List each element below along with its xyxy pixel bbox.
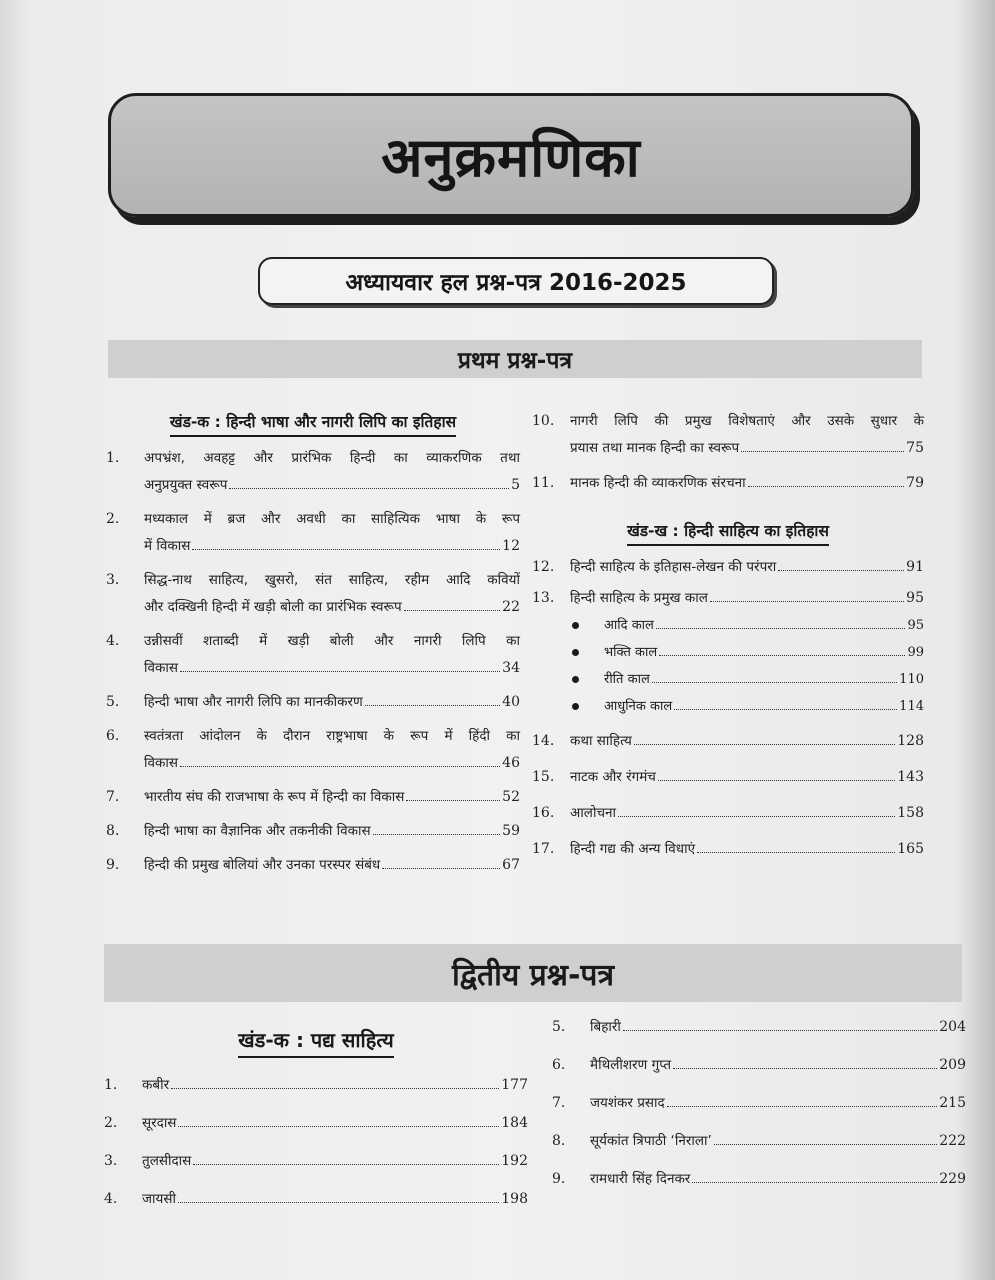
entry-text: हिन्दी की प्रमुख बोलियां और उनका परस्पर संबंध — [144, 857, 381, 873]
dot-leader — [634, 744, 895, 745]
toc-entry[interactable] — [106, 818, 520, 845]
toc-entry[interactable] — [532, 764, 924, 791]
entry-text: सूरदास — [142, 1115, 177, 1131]
entry-page: 34 — [502, 660, 520, 676]
toc-entry[interactable] — [532, 800, 924, 827]
entry-number: 3. — [106, 572, 120, 588]
entry-text: रीति काल — [604, 672, 650, 687]
dot-leader — [741, 451, 904, 452]
entry-text: तुलसीदास — [142, 1153, 192, 1169]
entry-text: अनुप्रयुक्त स्वरूप — [144, 477, 228, 493]
entry-text: आलोचना — [570, 805, 617, 821]
entry-number: 5. — [106, 694, 120, 710]
entry-page: 110 — [899, 672, 924, 687]
entry-number: 13. — [532, 590, 555, 606]
entry-text: सिद्ध-नाथ साहित्य, खुसरो, संत साहित्य, रहीम आदि कवियों — [144, 572, 520, 588]
entry-page: 184 — [501, 1115, 528, 1131]
entry-text: हिन्दी भाषा और नागरी लिपि का मानकीकरण — [144, 694, 363, 710]
dot-leader — [618, 816, 895, 817]
page-edge — [961, 0, 995, 1280]
paper1-heading: प्रथम प्रश्न-पत्र — [457, 348, 573, 374]
entry-text: भारतीय संघ की राजभाषा के रूप में हिन्दी का विकास — [144, 789, 405, 805]
entry-text: हिन्दी साहित्य के इतिहास-लेखन की परंपरा — [570, 559, 777, 575]
entry-page: 99 — [907, 645, 924, 660]
toc-entry[interactable] — [532, 408, 924, 462]
entry-number: 1. — [106, 450, 120, 466]
toc-entry[interactable] — [104, 1148, 528, 1175]
entry-number: 9. — [106, 857, 120, 873]
dot-leader — [710, 601, 904, 602]
bullet-icon — [572, 622, 579, 629]
entry-number: 17. — [532, 841, 555, 857]
entry-number: 15. — [532, 769, 555, 785]
entry-page: 95 — [906, 590, 924, 606]
dot-leader — [714, 1144, 937, 1145]
entry-page: 215 — [939, 1095, 966, 1111]
toc-entry[interactable] — [532, 728, 924, 755]
entry-number: 3. — [104, 1153, 118, 1169]
toc-entry[interactable] — [104, 1186, 528, 1213]
toc-entry[interactable] — [106, 689, 520, 716]
entry-text: हिन्दी गद्य की अन्य विधाएं — [570, 841, 696, 857]
dot-leader — [748, 486, 905, 487]
dot-leader — [658, 780, 895, 781]
toc-entry[interactable] — [532, 585, 924, 612]
toc-entry[interactable] — [104, 1110, 528, 1137]
subtitle-banner — [258, 257, 774, 305]
toc-entry[interactable] — [106, 723, 520, 777]
paper1-right-column — [532, 408, 924, 863]
entry-page: 128 — [897, 733, 924, 749]
toc-entry[interactable] — [532, 836, 924, 863]
bullet-icon — [572, 649, 579, 656]
paper2-heading: द्वितीय प्रश्न-पत्र — [451, 957, 615, 993]
entry-text: जयशंकर प्रसाद — [590, 1095, 665, 1111]
entry-text: विकास — [144, 755, 178, 771]
entry-text: आदि काल — [604, 618, 654, 633]
dot-leader — [178, 1126, 499, 1127]
entry-text: हिन्दी भाषा का वैज्ञानिक और तकनीकी विकास — [144, 823, 371, 839]
entry-page: 75 — [906, 440, 924, 456]
toc-entry[interactable] — [106, 784, 520, 811]
entry-page: 5 — [511, 477, 520, 493]
entry-text: स्वतंत्रता आंदोलन के दौरान राष्ट्रभाषा के रूप में हिंदी का — [144, 728, 520, 744]
entry-page: 177 — [501, 1077, 528, 1093]
toc-entry[interactable] — [106, 852, 520, 879]
entry-page: 165 — [897, 841, 924, 857]
toc-entry[interactable] — [532, 554, 924, 581]
dot-leader — [382, 868, 500, 869]
dot-leader — [193, 1164, 499, 1165]
period-entry[interactable] — [570, 639, 924, 666]
entry-text: जायसी — [142, 1191, 176, 1207]
entry-number: 1. — [104, 1077, 118, 1093]
entry-text: कबीर — [142, 1077, 170, 1093]
toc-entry[interactable] — [106, 506, 520, 560]
entry-number: 8. — [552, 1133, 566, 1149]
dot-leader — [192, 549, 500, 550]
entry-text: कथा साहित्य — [570, 733, 632, 749]
dot-leader — [180, 671, 500, 672]
entry-number: 12. — [532, 559, 555, 575]
entry-text: हिन्दी साहित्य के प्रमुख काल — [570, 590, 708, 606]
toc-entry[interactable] — [552, 1052, 966, 1079]
entry-page: 91 — [906, 559, 924, 575]
entry-page: 114 — [899, 699, 924, 714]
dot-leader — [373, 834, 501, 835]
entry-text: रामधारी सिंह दिनकर — [590, 1171, 691, 1187]
entry-number: 6. — [106, 728, 120, 744]
section-heading: खंड-ख : हिन्दी साहित्य का इतिहास — [627, 519, 829, 546]
dot-leader — [171, 1088, 499, 1089]
entry-number: 2. — [104, 1115, 118, 1131]
paper2-band — [104, 944, 962, 1002]
entry-text: विकास — [144, 660, 178, 676]
entry-page: 229 — [939, 1171, 966, 1187]
period-entry[interactable] — [570, 666, 924, 693]
entry-page: 59 — [502, 823, 520, 839]
entry-text: बिहारी — [590, 1019, 621, 1035]
toc-entry[interactable] — [104, 1072, 528, 1099]
entry-text: में विकास — [144, 538, 191, 554]
entry-text: अपभ्रंश, अवहट्ट और प्रारंभिक हिन्दी का व्याकरणिक तथा — [144, 450, 520, 466]
paper2-right-column — [552, 1014, 966, 1193]
toc-entry[interactable] — [532, 470, 924, 497]
entry-text: नाटक और रंगमंच — [570, 769, 656, 785]
paper2-left-column — [104, 1026, 528, 1213]
toc-entry[interactable] — [552, 1128, 966, 1155]
dot-leader — [656, 628, 906, 629]
toc-entry[interactable] — [552, 1166, 966, 1193]
entry-page: 67 — [502, 857, 520, 873]
entry-number: 8. — [106, 823, 120, 839]
toc-entry[interactable] — [552, 1014, 966, 1041]
entry-page: 79 — [906, 475, 924, 491]
entry-text: सूर्यकांत त्रिपाठी ‘निराला’ — [590, 1133, 712, 1149]
dot-leader — [406, 800, 500, 801]
dot-leader — [667, 1106, 938, 1107]
section-heading: खंड-क : हिन्दी भाषा और नागरी लिपि का इतिहास — [170, 410, 456, 437]
dot-leader — [673, 1068, 937, 1069]
dot-leader — [659, 655, 905, 656]
dot-leader — [180, 766, 500, 767]
dot-leader — [778, 570, 904, 571]
paper1-band — [108, 340, 922, 378]
entry-text: भक्ति काल — [604, 645, 658, 660]
dot-leader — [674, 709, 897, 710]
entry-number: 4. — [106, 633, 120, 649]
period-entry[interactable] — [570, 612, 924, 639]
entry-number: 7. — [106, 789, 120, 805]
dot-leader — [229, 488, 509, 489]
entry-page: 95 — [907, 618, 924, 633]
entry-text: मानक हिन्दी की व्याकरणिक संरचना — [570, 475, 746, 491]
entry-page: 209 — [939, 1057, 966, 1073]
bullet-icon — [572, 676, 579, 683]
entry-number: 7. — [552, 1095, 566, 1111]
entry-page: 204 — [939, 1019, 966, 1035]
title-banner — [108, 93, 914, 217]
entry-number: 10. — [532, 413, 555, 429]
entry-number: 11. — [532, 475, 555, 491]
entry-page: 40 — [502, 694, 520, 710]
entry-page: 158 — [897, 805, 924, 821]
entry-text: नागरी लिपि की प्रमुख विशेषताएं और उसके सुधार के — [570, 413, 924, 429]
bullet-icon — [572, 703, 579, 710]
page-title: अनुक्रमणिका — [381, 126, 641, 189]
entry-page: 46 — [502, 755, 520, 771]
entry-text: प्रयास तथा मानक हिन्दी का स्वरूप — [570, 440, 740, 456]
entry-text: मध्यकाल में ब्रज और अवधी का साहित्यिक भाषा के रूप — [144, 511, 520, 527]
entry-page: 143 — [897, 769, 924, 785]
entry-text: मैथिलीशरण गुप्त — [590, 1057, 672, 1073]
entry-page: 12 — [502, 538, 520, 554]
toc-entry[interactable] — [106, 567, 520, 621]
toc-entry[interactable] — [106, 445, 520, 499]
entry-number: 6. — [552, 1057, 566, 1073]
entry-page: 192 — [501, 1153, 528, 1169]
entry-number: 2. — [106, 511, 120, 527]
page-subtitle: अध्यायवार हल प्रश्न-पत्र 2016-2025 — [345, 270, 687, 296]
entry-page: 52 — [502, 789, 520, 805]
toc-entry[interactable] — [106, 628, 520, 682]
entry-text: उन्नीसवीं शताब्दी में खड़ी बोली और नागरी लिपि का — [144, 633, 520, 649]
period-entry[interactable] — [570, 693, 924, 720]
dot-leader — [178, 1202, 499, 1203]
entry-number: 5. — [552, 1019, 566, 1035]
dot-leader — [692, 1182, 937, 1183]
entry-text: आधुनिक काल — [604, 699, 673, 714]
dot-leader — [652, 682, 897, 683]
entry-number: 16. — [532, 805, 555, 821]
entry-number: 9. — [552, 1171, 566, 1187]
entry-number: 4. — [104, 1191, 118, 1207]
entry-page: 22 — [502, 599, 520, 615]
entry-number: 14. — [532, 733, 555, 749]
dot-leader — [365, 705, 500, 706]
entry-text: और दक्खिनी हिन्दी में खड़ी बोली का प्रारंभिक स्वरूप — [144, 599, 402, 615]
dot-leader — [697, 852, 895, 853]
entry-page: 222 — [939, 1133, 966, 1149]
toc-entry[interactable] — [552, 1090, 966, 1117]
entry-page: 198 — [501, 1191, 528, 1207]
dot-leader — [404, 610, 501, 611]
section-heading: खंड-क : पद्य साहित्य — [238, 1026, 393, 1058]
dot-leader — [623, 1030, 937, 1031]
paper1-left-column — [106, 410, 520, 879]
